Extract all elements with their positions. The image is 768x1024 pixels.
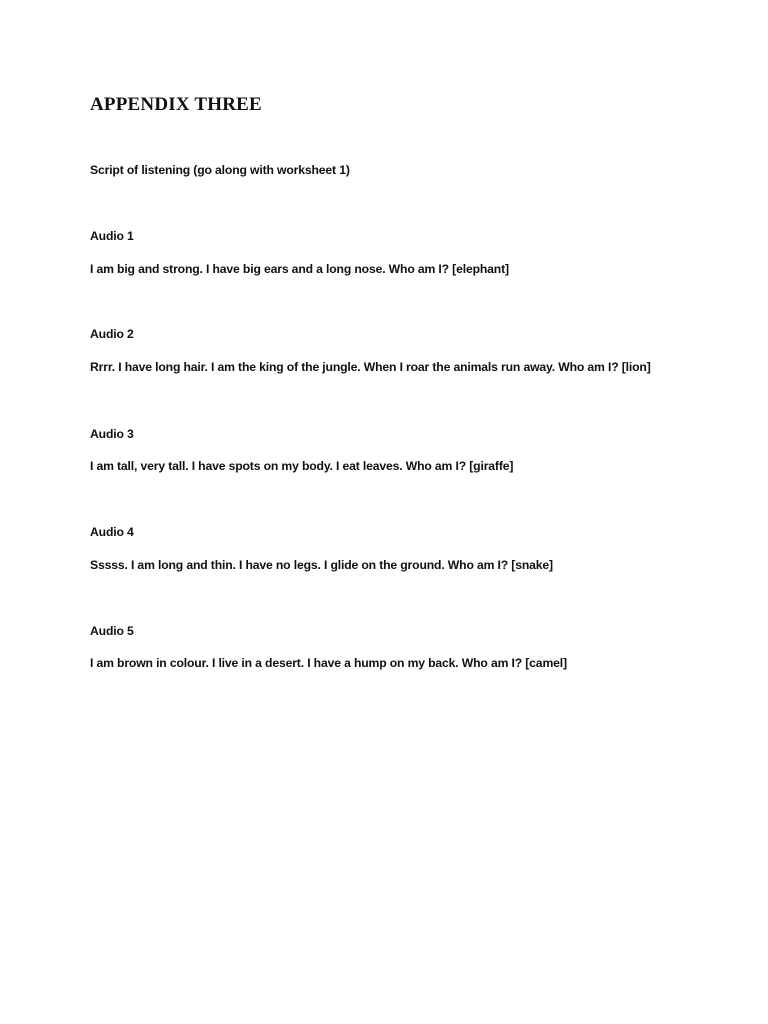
audio-3-label: Audio 3	[90, 427, 134, 441]
audio-2-label: Audio 2	[90, 327, 134, 341]
audio-3-script: I am tall, very tall. I have spots on my body. I eat leaves. Who am I? [giraffe]	[90, 459, 514, 473]
audio-2-script: Rrrr. I have long hair. I am the king of the jungle. When I roar the animals run away. Who am I? [lion]	[90, 360, 651, 374]
audio-4-label: Audio 4	[90, 525, 134, 539]
audio-5-label: Audio 5	[90, 624, 134, 638]
audio-5-script: I am brown in colour. I live in a desert. I have a hump on my back. Who am I? [camel]	[90, 656, 567, 670]
audio-1-label: Audio 1	[90, 229, 134, 243]
document-subtitle: Script of listening (go along with worksheet 1)	[90, 163, 350, 177]
audio-4-script: Sssss. I am long and thin. I have no legs. I glide on the ground. Who am I? [snake]	[90, 558, 553, 572]
page-title: APPENDIX THREE	[90, 94, 262, 115]
audio-1-script: I am big and strong. I have big ears and a long nose. Who am I? [elephant]	[90, 262, 509, 276]
